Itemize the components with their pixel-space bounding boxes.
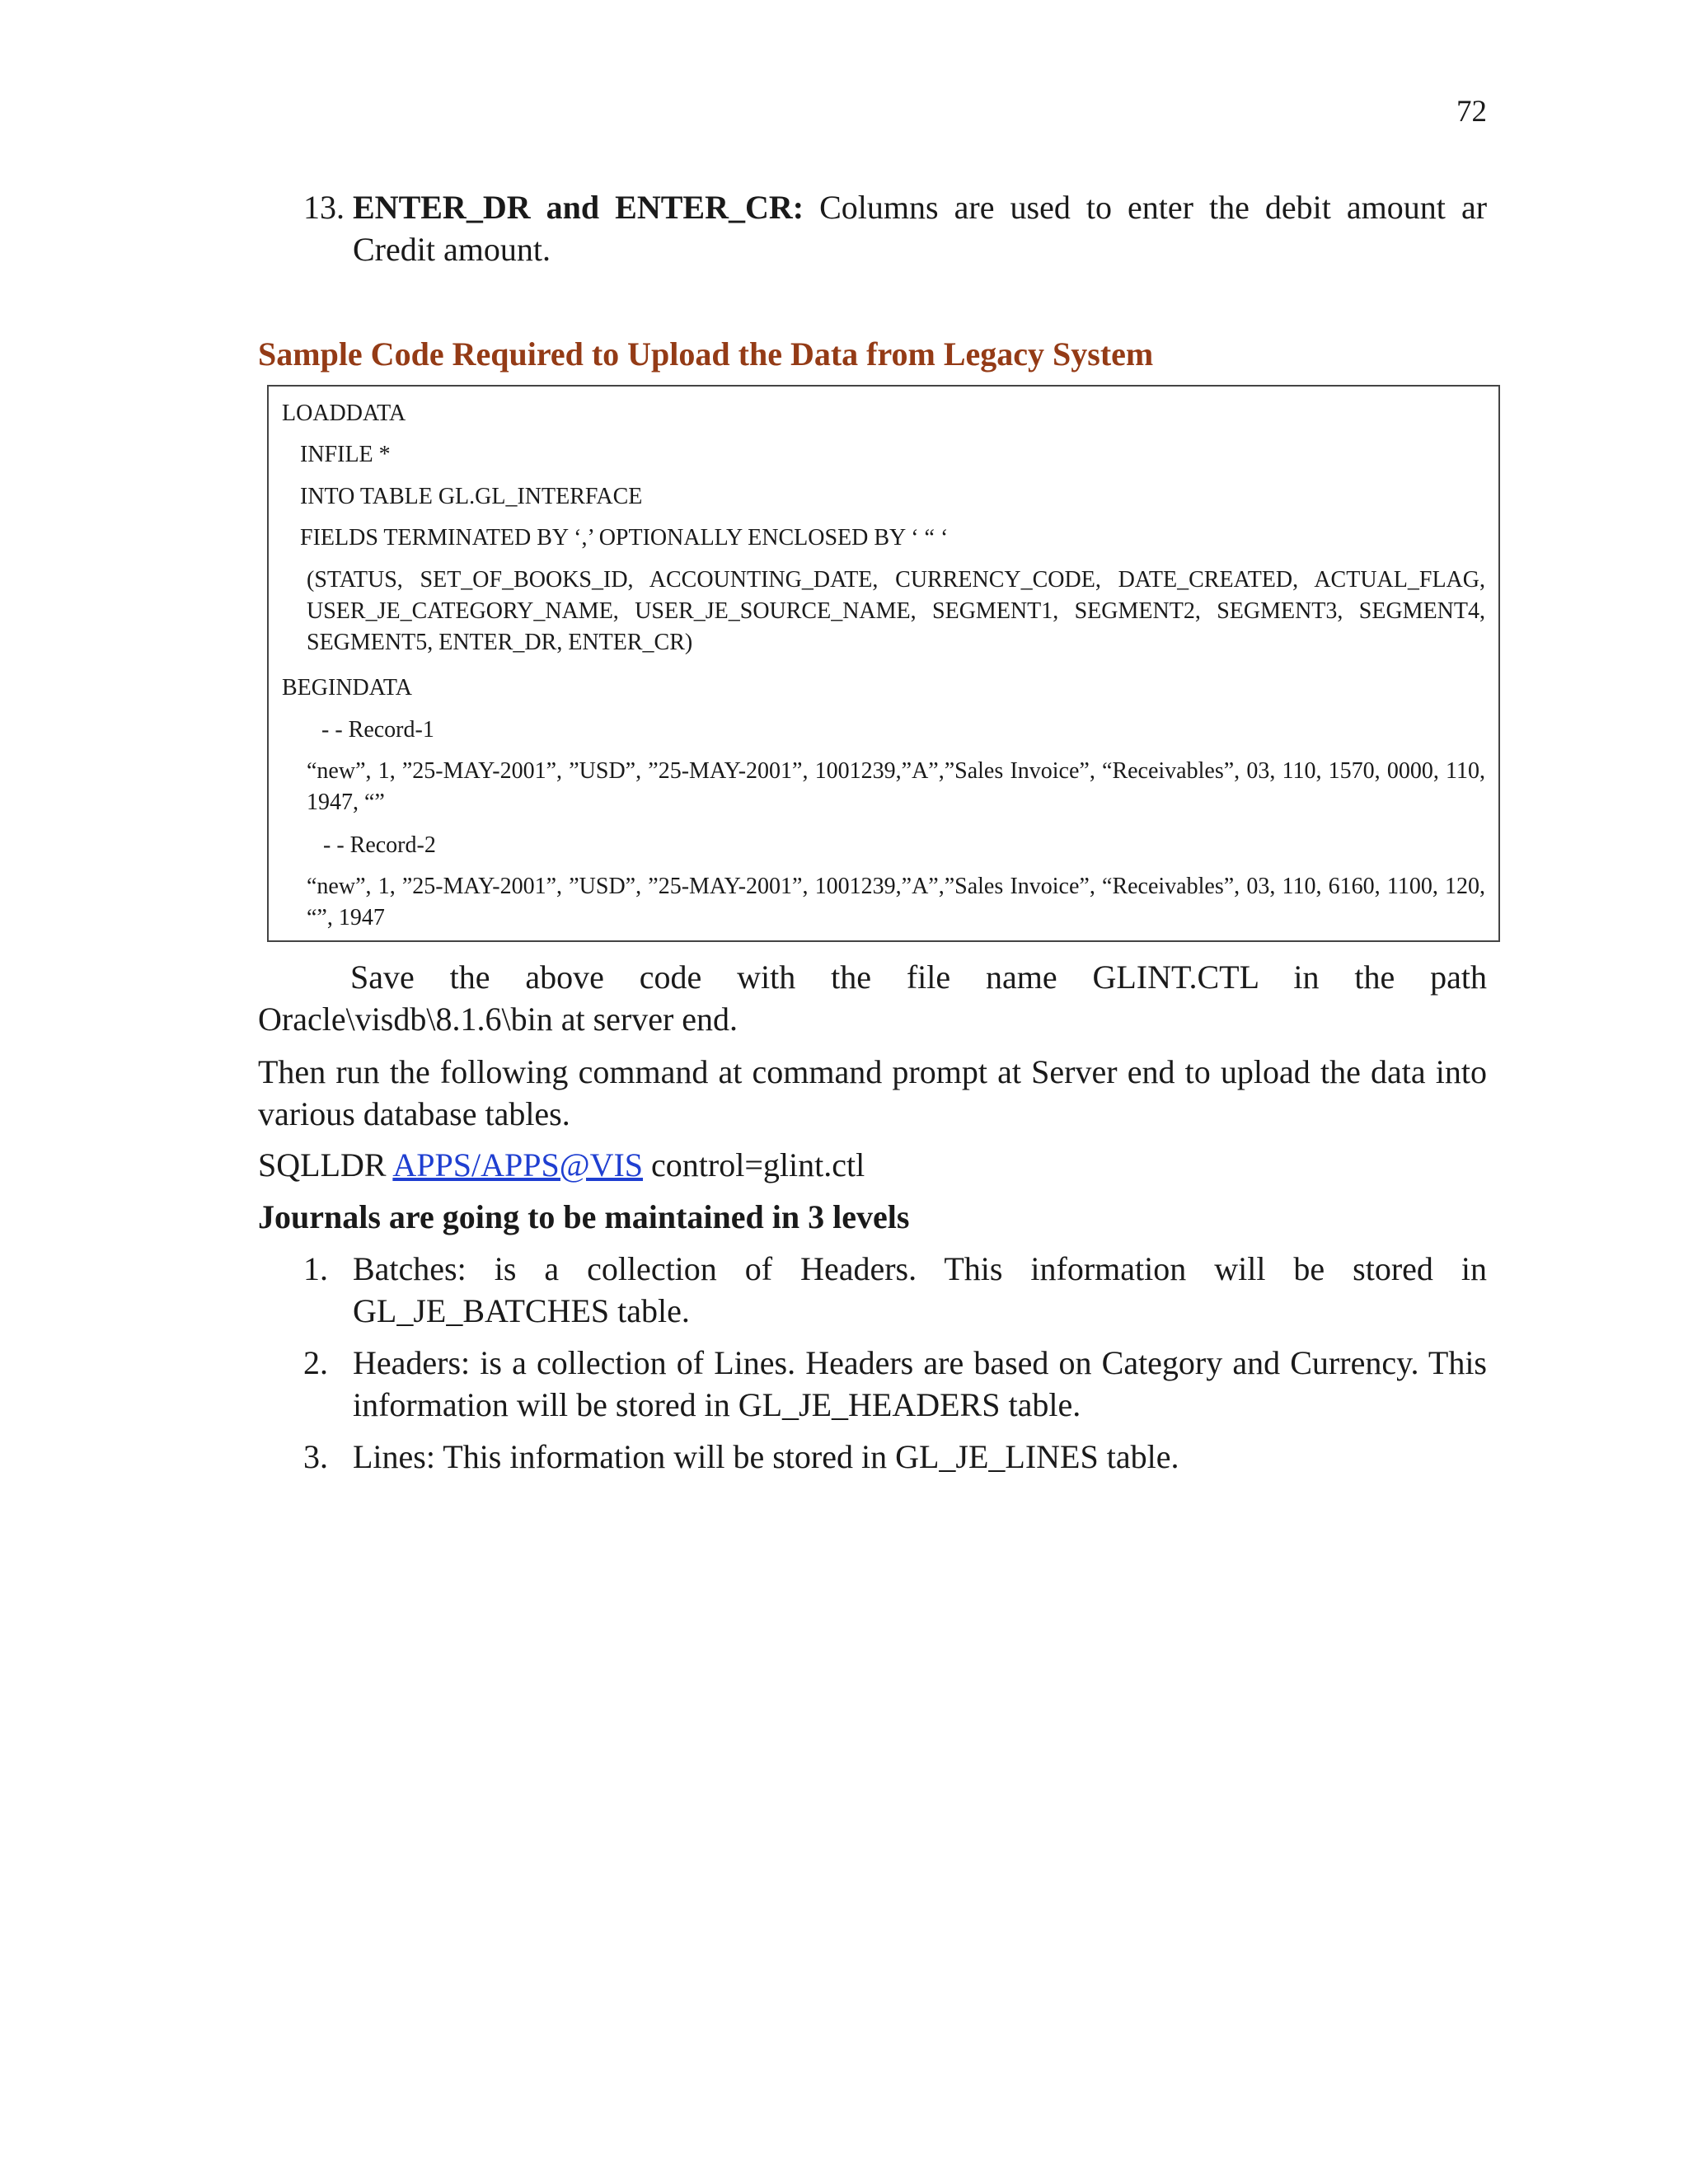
code-line-begindata: BEGINDATA <box>282 675 412 701</box>
list-item-text: Lines: This information will be stored in GL_JE_LINES table. <box>353 1438 1179 1475</box>
code-line-fields-terminated: FIELDS TERMINATED BY ‘,’ OPTIONALLY ENCLOSED BY ‘ “ ‘ <box>300 525 949 551</box>
sqlldr-suffix: control=glint.ctl <box>651 1146 865 1183</box>
journals-heading: Journals are going to be maintained in 3 levels <box>258 1198 910 1235</box>
list-item-number: 2. <box>303 1344 328 1381</box>
code-record-2-data: “new”, 1, ”25-MAY-2001”, ”USD”, ”25-MAY-2001”, 1001239,”A”,”Sales Invoice”, “Receivables”, 03, 110, 6160, 1100, 120, “”, 1947 <box>307 874 1485 930</box>
section-heading: Sample Code Required to Upload the Data from Legacy System <box>258 335 1154 373</box>
list-item <box>303 1436 1487 1478</box>
list-item-number: 1. <box>303 1250 328 1287</box>
code-line-infile: INFILE * <box>300 442 391 467</box>
list-item-text: Batches: is a collection of Headers. This information will be stored in GL_JE_BATCHES table. <box>353 1250 1487 1329</box>
list-item-body <box>353 186 1487 270</box>
list-item-number: 13. <box>303 189 345 226</box>
sqlldr-command <box>258 1144 1487 1186</box>
list-item <box>303 1342 1487 1426</box>
code-record-1-label: - - Record-1 <box>321 717 434 743</box>
save-instruction-line-1: Save the above code with the file name GLINT.CTL in the path <box>350 958 1487 996</box>
code-record-2-label: - - Record-2 <box>323 832 436 858</box>
code-line-loaddata: LOADDATA <box>282 401 406 426</box>
code-block <box>267 385 1500 942</box>
save-instruction <box>258 956 1487 1040</box>
run-command-instruction: Then run the following command at command prompt at Server end to upload the data into various database tables. <box>258 1053 1487 1132</box>
code-field-list: (STATUS, SET_OF_BOOKS_ID, ACCOUNTING_DATE, CURRENCY_CODE, DATE_CREATED, ACTUAL_FLAG, USER_JE_CATEGORY_NAME, USER_JE_SOURCE_NAME, SEGMENT1, SEGMENT2, SEGMENT3, SEGMENT4, SEGMENT5, ENTER_DR, ENTER_CR) <box>307 567 1485 655</box>
list-item-text: Columns are used to enter the debit amount ar Credit amount. <box>353 189 1488 268</box>
apps-vis-link[interactable]: APPS/APPS@VIS <box>392 1146 644 1183</box>
sqlldr-prefix: SQLLDR <box>258 1146 387 1183</box>
list-item-text: Headers: is a collection of Lines. Headers are based on Category and Currency. This information will be stored in GL_JE_HEADERS table. <box>353 1344 1487 1423</box>
page-number: 72 <box>1456 95 1487 129</box>
code-line-into-table: INTO TABLE GL.GL_INTERFACE <box>300 484 643 509</box>
list-item-bold-label: ENTER_DR and ENTER_CR: <box>353 189 804 226</box>
list-item-13 <box>303 186 1487 270</box>
list-item <box>303 1248 1487 1332</box>
save-instruction-line-2: Oracle\visdb\8.1.6\bin at server end. <box>258 1001 738 1038</box>
code-record-1-data: “new”, 1, ”25-MAY-2001”, ”USD”, ”25-MAY-2001”, 1001239,”A”,”Sales Invoice”, “Receivables”, 03, 110, 1570, 0000, 110, 1947, “” <box>307 758 1485 815</box>
list-item-number: 3. <box>303 1438 328 1475</box>
